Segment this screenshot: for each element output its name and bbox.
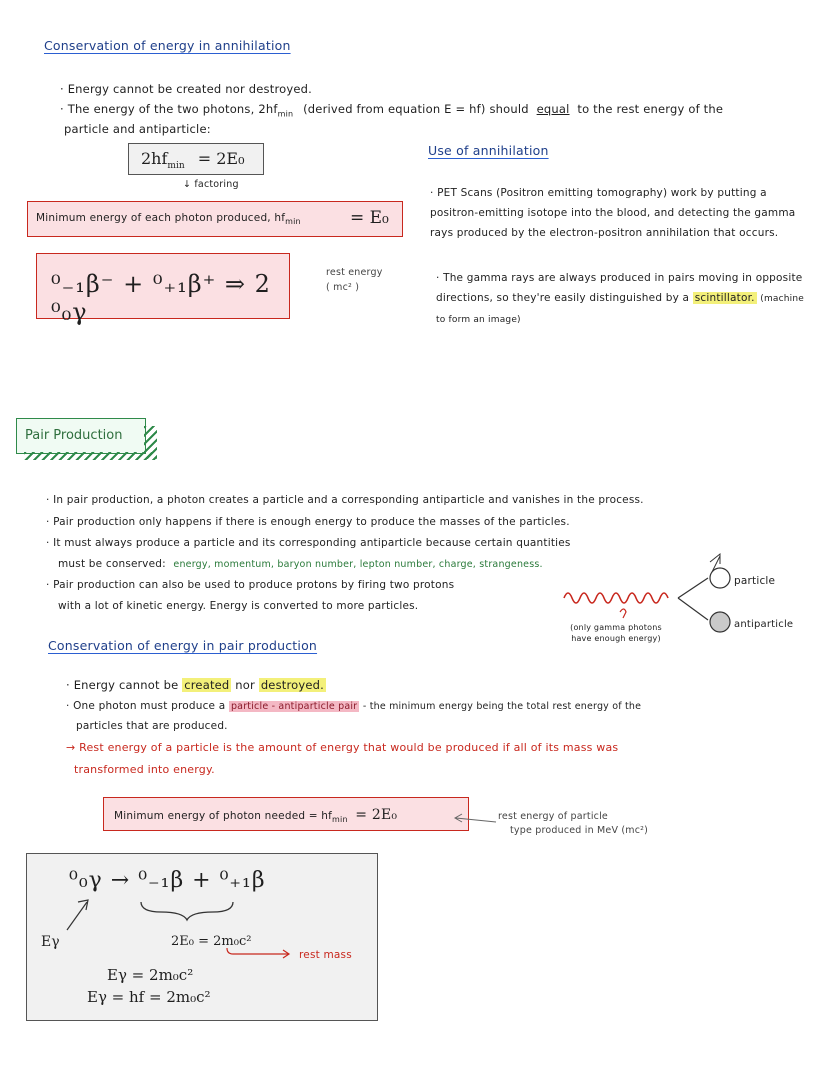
- s2-l2-a: · One photon must produce a: [66, 700, 226, 712]
- e-gamma-arrow: [63, 896, 93, 934]
- destroyed-highlight: destroyed.: [260, 678, 325, 692]
- bullet-photons: [60, 104, 723, 118]
- eq-e-gamma-b: Eγ = hf = 2m₀c²: [87, 988, 211, 1006]
- photons-rest: to the rest energy of the: [577, 102, 724, 116]
- note-arrow: [452, 812, 498, 828]
- photons-derived: (derived from equation E = hf) should: [303, 102, 529, 116]
- rest-mass-arrow-line: [227, 948, 289, 954]
- s2-line-3: particles that are produced.: [76, 720, 228, 732]
- min-photon-label: [114, 808, 397, 824]
- pp-line-1-text: In pair production, a photon creates a particle and a corresponding antiparticle and vanishes in the process.: [53, 494, 644, 506]
- min-energy-text: Minimum energy of each photon produced, hf: [36, 212, 286, 224]
- s2-l2-b: - the minimum energy being the total rest energy of the: [362, 701, 642, 712]
- eq-2hf-rhs: = 2E₀: [197, 149, 245, 168]
- note-line-2: type produced in MeV (mc²): [510, 825, 649, 836]
- photons-equal: equal: [536, 102, 570, 116]
- pet-paragraph: · PET Scans (Positron emitting tomography) work by putting a positron-emitting isotope into the blood, and detecting the gamma rays produced by the electron-positron annihilation that occurs.: [430, 187, 796, 239]
- note-arrow-line: [456, 818, 496, 822]
- eq-2hf-sub: min: [167, 161, 185, 172]
- min-photon-rhs: = 2E₀: [355, 807, 398, 823]
- s2-line-2: [66, 701, 641, 712]
- bullet-dot: ·: [60, 102, 68, 116]
- section-title-pair-production: Conservation of energy in pair production: [48, 638, 318, 653]
- min-energy-sub: min: [285, 217, 301, 227]
- pp-line-5: [46, 580, 454, 591]
- pp-line-4-text: must be conserved:: [58, 558, 166, 570]
- min-energy-label: [36, 213, 301, 226]
- photons-text: The energy of the two photons, 2hf: [67, 102, 278, 116]
- dot: ·: [46, 537, 54, 549]
- min-photon-text: Minimum energy of photon needed = hf: [114, 810, 333, 822]
- min-photon-sub: min: [332, 815, 348, 825]
- pp-line-6: with a lot of kinetic energy. Energy is converted to more particles.: [58, 600, 419, 612]
- gamma-paragraph: [436, 268, 816, 330]
- pp-line-5-text: Pair production can also be used to produce protons by firing two protons: [53, 579, 455, 591]
- section-title-annihilation: Conservation of energy in annihilation: [44, 38, 291, 53]
- scintillator-highlight: scintillator.: [694, 292, 755, 304]
- red-line-2: transformed into energy.: [74, 763, 215, 776]
- gamma-equation: ⁰₀γ → ⁰₋₁β + ⁰₊₁β: [69, 868, 266, 893]
- pair-production-header: [16, 418, 146, 454]
- s2-l1-a: · Energy cannot be: [66, 678, 179, 692]
- gamma-equation-box: [26, 853, 378, 1021]
- min-energy-box: [27, 201, 403, 237]
- rest-energy-unit: ( mc² ): [326, 282, 360, 293]
- bullet-energy-line: Energy cannot be created nor destroyed.: [67, 82, 313, 96]
- eq-box-2hf: [128, 143, 264, 175]
- min-energy-rhs: = E₀: [350, 208, 389, 228]
- dot: ·: [46, 579, 54, 591]
- pp-line-1: [46, 495, 644, 506]
- label-antiparticle: antiparticle: [734, 619, 794, 630]
- dot: ·: [46, 516, 54, 528]
- min-photon-box: [103, 797, 469, 831]
- dot: ·: [46, 494, 54, 506]
- particle-line: [678, 578, 708, 598]
- created-highlight: created: [184, 678, 230, 692]
- particle-circle-icon: [710, 568, 730, 588]
- antiparticle-line: [678, 598, 708, 620]
- e-gamma-arrow-line: [67, 902, 87, 930]
- pp-line-3: [46, 538, 571, 549]
- antiparticle-circle-icon: [710, 612, 730, 632]
- e-gamma-label: Eγ: [41, 934, 60, 950]
- conserved-quantities: energy, momentum, baryon number, lepton number, charge, strangeness.: [173, 559, 543, 570]
- factoring-note: ↓ factoring: [183, 179, 239, 190]
- photons-sub: min: [277, 109, 294, 119]
- decay-equation: ⁰₋₁β⁻ + ⁰₊₁β⁺ ⇒ 2 ⁰₀γ: [51, 270, 271, 326]
- eq-2hf: [141, 149, 244, 171]
- gamma-note: (only gamma photons have enough energy): [570, 623, 662, 643]
- rest-mass-label: rest mass: [299, 949, 352, 961]
- eq-2hf-main: 2hf: [141, 149, 168, 168]
- two-e0: 2E₀ = 2m₀c²: [171, 934, 252, 949]
- rest-energy-note: rest energy: [326, 267, 383, 278]
- eq-e-gamma-a: Eγ = 2m₀c²: [107, 966, 194, 984]
- brace-icon: [137, 898, 237, 922]
- pp-line-4: [58, 559, 543, 570]
- rest-mass-arrow: [223, 946, 295, 960]
- section-title-use: Use of annihilation: [428, 143, 549, 158]
- header-hatch-bottom: [24, 452, 157, 460]
- pp-line-2: [46, 517, 570, 528]
- decay-equation-box: [36, 253, 290, 326]
- gamma-wave: [564, 593, 668, 603]
- s2-l1-b: nor: [235, 678, 255, 692]
- pp-line-2-text: Pair production only happens if there is enough energy to produce the masses of the particles.: [53, 516, 570, 528]
- s2-line-1: [66, 680, 326, 692]
- label-particle: particle: [734, 575, 776, 587]
- bullet-particle: particle and antiparticle:: [64, 122, 211, 136]
- question-mark-icon: [620, 609, 626, 618]
- pair-production-title: Pair Production: [25, 428, 123, 443]
- scintillator-note: (machine to form an image): [436, 294, 805, 325]
- note-line-1: rest energy of particle: [498, 811, 608, 822]
- bullet-energy: [60, 84, 312, 96]
- bullet-energy-text: ·: [60, 82, 68, 96]
- brace-path: [141, 902, 233, 920]
- gamma-text: · The gamma rays are always produced in pairs moving in opposite directions, so they're easily distinguished by a: [436, 272, 803, 304]
- pair-highlight: particle - antiparticle pair: [230, 701, 358, 712]
- pp-line-3-text: It must always produce a particle and its corresponding antiparticle because certain quantities: [53, 537, 571, 549]
- red-line-1: → Rest energy of a particle is the amount of energy that would be produced if all of its mass was: [66, 741, 619, 754]
